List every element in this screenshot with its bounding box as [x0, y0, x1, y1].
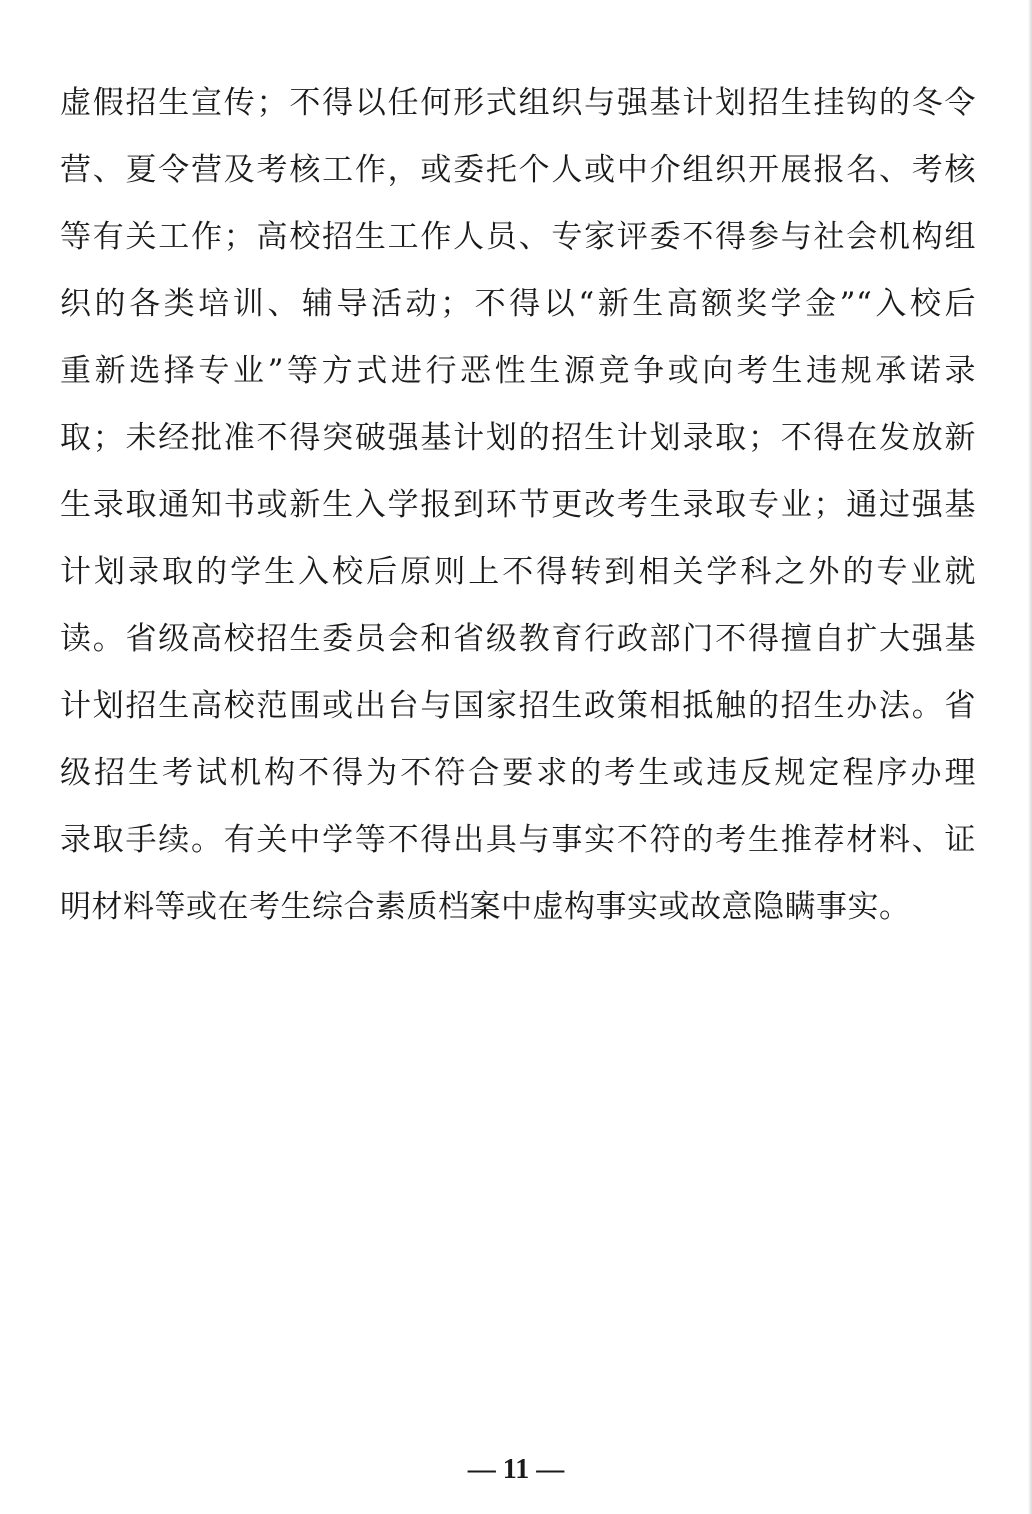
text-line: 录取手续。有关中学等不得出具与事实不符的考生推荐材料、证	[60, 822, 976, 858]
text-line: 营、夏令营及考核工作，或委托个人或中介组织开展报名、考核	[60, 152, 976, 188]
body-text	[60, 70, 976, 941]
text-line: 等有关工作；高校招生工作人员、专家评委不得参与社会机构组	[60, 219, 976, 255]
text-line: 计划录取的学生入校后原则上不得转到相关学科之外的专业就	[60, 554, 976, 590]
text-line: 重新选择专业”等方式进行恶性生源竞争或向考生违规承诺录	[60, 353, 976, 389]
text-line: 生录取通知书或新生入学报到环节更改考生录取专业；通过强基	[60, 487, 976, 523]
text-line: 明材料等或在考生综合素质档案中虚构事实或故意隐瞒事实。	[60, 889, 911, 925]
text-line: 计划招生高校范围或出台与国家招生政策相抵触的招生办法。省	[60, 688, 976, 724]
page-number: — 11 —	[467, 1454, 565, 1485]
text-line: 织的各类培训、辅导活动；不得以“新生高额奖学金”“入校后	[60, 286, 976, 322]
text-line: 虚假招生宣传；不得以任何形式组织与强基计划招生挂钩的冬令	[60, 85, 976, 121]
text-line: 级招生考试机构不得为不符合要求的考生或违反规定程序办理	[60, 755, 976, 791]
text-line: 读。省级高校招生委员会和省级教育行政部门不得擅自扩大强基	[60, 621, 976, 657]
page-edge-shadow	[1028, 0, 1032, 1514]
text-line: 取；未经批准不得突破强基计划的招生计划录取；不得在发放新	[60, 420, 976, 456]
